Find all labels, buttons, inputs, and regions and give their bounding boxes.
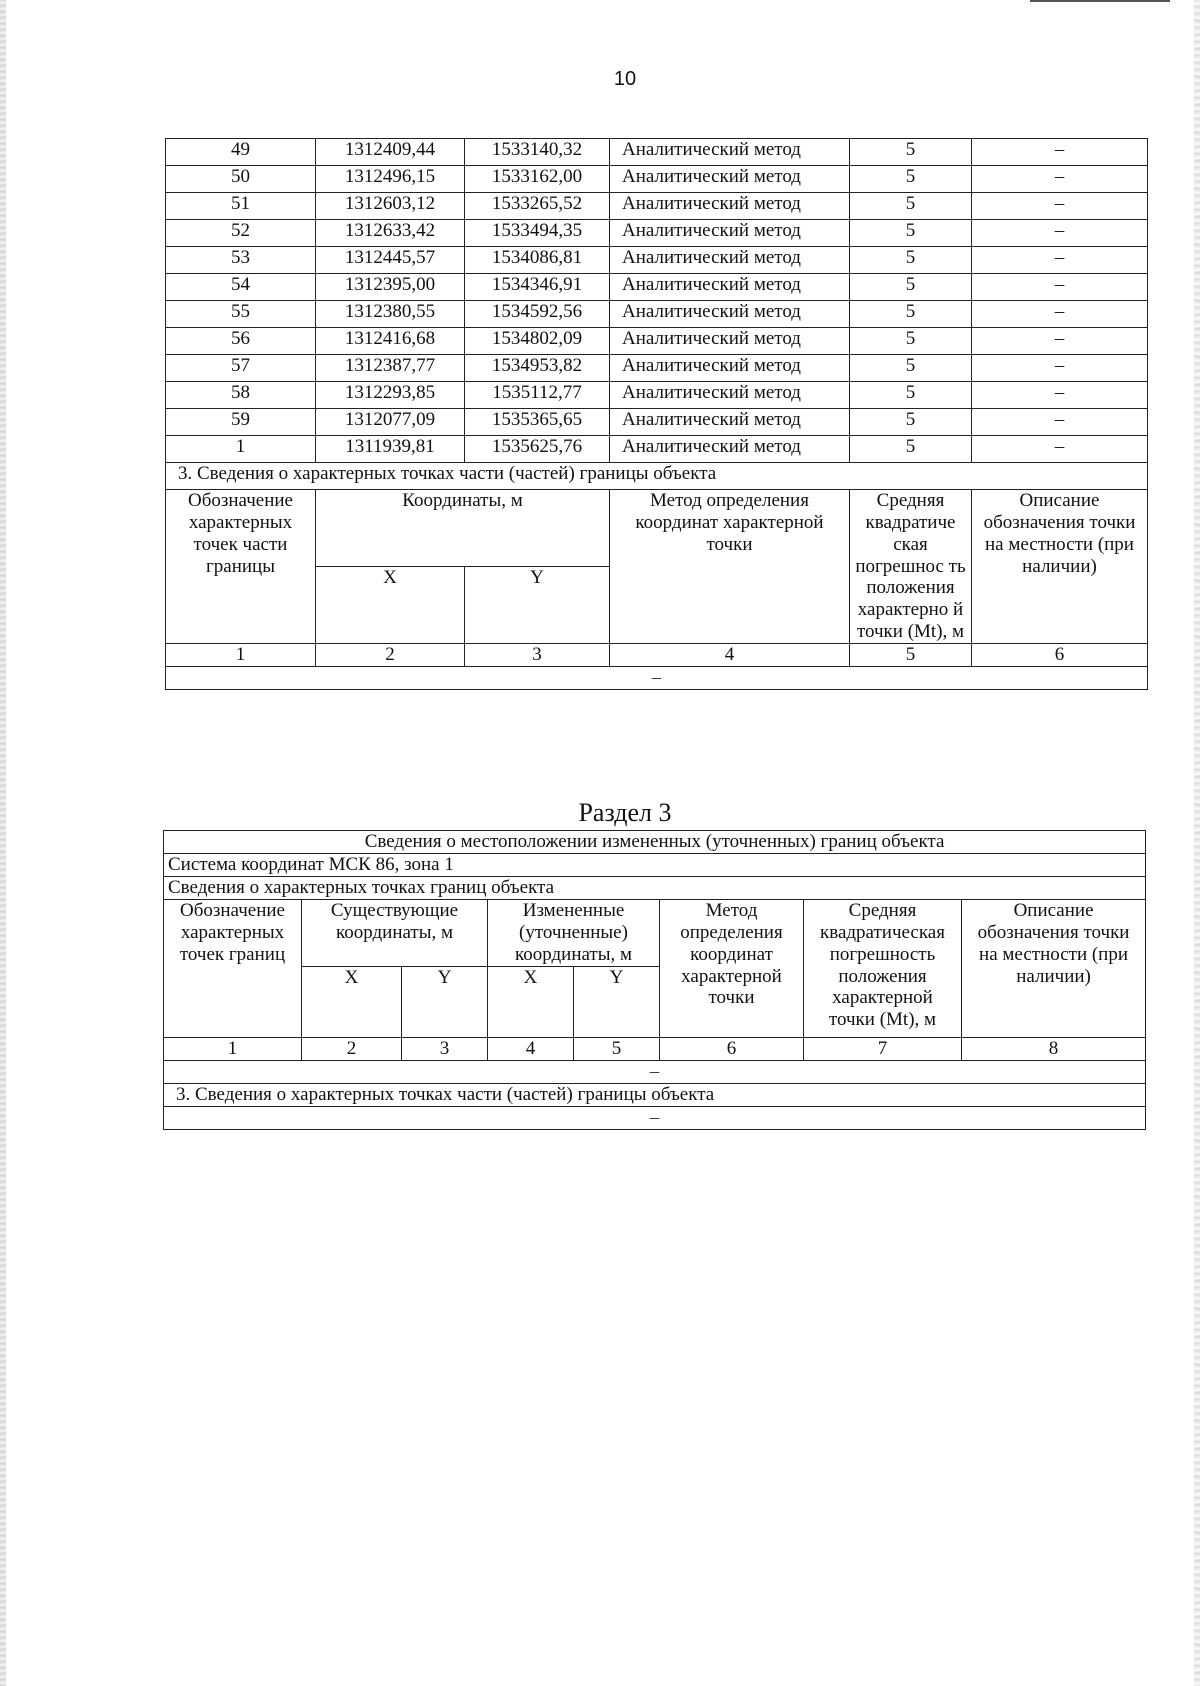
empty-marker: –: [166, 666, 1148, 689]
table-row: [166, 355, 1148, 382]
coord-x: 1311939,81: [316, 436, 465, 463]
header-existing: Существующие координаты, м: [302, 900, 488, 967]
header-y: Y: [465, 566, 610, 643]
desc-cell: –: [972, 301, 1148, 328]
section-title: Раздел 3: [578, 798, 672, 827]
mt-cell: 5: [850, 382, 972, 409]
header-y-existing: Y: [402, 966, 488, 1037]
subsection-title: 3. Сведения о характерных точках части (частей) границы объекта: [166, 463, 1148, 490]
points-title-row: [164, 877, 1146, 900]
column-number: 3: [465, 643, 610, 666]
desc-cell: –: [972, 247, 1148, 274]
coord-y: 1534592,56: [465, 301, 610, 328]
section3-column-number-row: [164, 1037, 1146, 1060]
table-row: [166, 247, 1148, 274]
point-number: 53: [166, 247, 316, 274]
desc-cell: –: [972, 355, 1148, 382]
subsection-title-row: [166, 463, 1148, 490]
scan-top-line: [1030, 0, 1170, 2]
table-row: [166, 328, 1148, 355]
coord-y: 1533140,32: [465, 139, 610, 166]
desc-cell: –: [972, 436, 1148, 463]
point-number: 50: [166, 166, 316, 193]
coord-y: 1533494,35: [465, 220, 610, 247]
coord-x: 1312380,55: [316, 301, 465, 328]
coord-x: 1312387,77: [316, 355, 465, 382]
coord-y: 1534086,81: [465, 247, 610, 274]
method-cell: Аналитический метод: [610, 193, 850, 220]
column-number: 4: [488, 1037, 574, 1060]
coord-system-row: [164, 854, 1146, 877]
column-number: 2: [302, 1037, 402, 1060]
column-number-row: [166, 643, 1148, 666]
coord-x: 1312496,15: [316, 166, 465, 193]
header-designation: Обозначение характерных точек части границы: [166, 490, 316, 644]
coordinates-table-body: [166, 139, 1148, 463]
coord-y: 1535365,65: [465, 409, 610, 436]
table-row: [166, 166, 1148, 193]
mt-cell: 5: [850, 436, 972, 463]
coord-y: 1534953,82: [465, 355, 610, 382]
scan-edge-right: [1194, 0, 1200, 1686]
point-number: 59: [166, 409, 316, 436]
empty-marker: –: [164, 1106, 1146, 1129]
points-title: Сведения о характерных точках границ объекта: [164, 877, 1146, 900]
header-mt: Средняя квадратическая погрешность положения характерной точки (Mt), м: [804, 900, 962, 1038]
column-number: 1: [164, 1037, 302, 1060]
table-row: [166, 274, 1148, 301]
method-cell: Аналитический метод: [610, 139, 850, 166]
method-cell: Аналитический метод: [610, 436, 850, 463]
point-number: 58: [166, 382, 316, 409]
desc-cell: –: [972, 274, 1148, 301]
column-number: 5: [850, 643, 972, 666]
page-number: 10: [613, 68, 637, 90]
coord-x: 1312416,68: [316, 328, 465, 355]
point-number: 57: [166, 355, 316, 382]
coord-x: 1312077,09: [316, 409, 465, 436]
method-cell: Аналитический метод: [610, 355, 850, 382]
column-number: 7: [804, 1037, 962, 1060]
mt-cell: 5: [850, 247, 972, 274]
desc-cell: –: [972, 193, 1148, 220]
coord-y: 1534346,91: [465, 274, 610, 301]
method-cell: Аналитический метод: [610, 274, 850, 301]
method-cell: Аналитический метод: [610, 382, 850, 409]
coord-x: 1312603,12: [316, 193, 465, 220]
mt-cell: 5: [850, 409, 972, 436]
empty-marker: –: [164, 1060, 1146, 1083]
header-y-changed: Y: [574, 966, 660, 1037]
header-method: Метод определения координат характерной точки: [610, 490, 850, 644]
table-header-row: [166, 490, 1148, 567]
mt-cell: 5: [850, 274, 972, 301]
mt-cell: 5: [850, 193, 972, 220]
mt-cell: 5: [850, 139, 972, 166]
section3-header-row: [164, 900, 1146, 967]
coord-x: 1312445,57: [316, 247, 465, 274]
header-mt: Средняя квадратиче ская погрешнос ть положения характерно й точки (Mt), м: [850, 490, 972, 644]
header-coords: Координаты, м: [316, 490, 610, 567]
desc-cell: –: [972, 220, 1148, 247]
table-row: [166, 220, 1148, 247]
coord-x: 1312293,85: [316, 382, 465, 409]
header-changed: Измененные (уточненные) координаты, м: [488, 900, 660, 967]
table-row: [166, 382, 1148, 409]
point-number: 54: [166, 274, 316, 301]
header-x-existing: X: [302, 966, 402, 1037]
coord-y: 1535625,76: [465, 436, 610, 463]
mt-cell: 5: [850, 355, 972, 382]
table-row: [166, 193, 1148, 220]
section3-empty-row-2: [164, 1106, 1146, 1129]
header-designation: Обозначение характерных точек границ: [164, 900, 302, 1038]
column-number: 1: [166, 643, 316, 666]
desc-cell: –: [972, 139, 1148, 166]
point-number: 55: [166, 301, 316, 328]
column-number: 3: [402, 1037, 488, 1060]
method-cell: Аналитический метод: [610, 409, 850, 436]
table-row: [166, 301, 1148, 328]
method-cell: Аналитический метод: [610, 301, 850, 328]
mt-cell: 5: [850, 166, 972, 193]
desc-cell: –: [972, 382, 1148, 409]
empty-row: [166, 666, 1148, 689]
section3-table-title: Сведения о местоположении измененных (уточненных) границ объекта: [164, 831, 1146, 854]
point-number: 49: [166, 139, 316, 166]
mt-cell: 5: [850, 220, 972, 247]
desc-cell: –: [972, 166, 1148, 193]
column-number: 4: [610, 643, 850, 666]
part-title: 3. Сведения о характерных точках части (частей) границы объекта: [164, 1083, 1146, 1106]
coord-system: Система координат МСК 86, зона 1: [164, 854, 1146, 877]
table-row: [166, 436, 1148, 463]
method-cell: Аналитический метод: [610, 220, 850, 247]
section3-empty-row: [164, 1060, 1146, 1083]
column-number: 6: [660, 1037, 804, 1060]
mt-cell: 5: [850, 301, 972, 328]
coord-y: 1533265,52: [465, 193, 610, 220]
coord-y: 1535112,77: [465, 382, 610, 409]
header-x: X: [316, 566, 465, 643]
desc-cell: –: [972, 409, 1148, 436]
mt-cell: 5: [850, 328, 972, 355]
point-number: 51: [166, 193, 316, 220]
part-title-row: [164, 1083, 1146, 1106]
coordinates-table: [165, 138, 1148, 690]
column-number: 2: [316, 643, 465, 666]
point-number: 52: [166, 220, 316, 247]
header-x-changed: X: [488, 966, 574, 1037]
coord-y: 1534802,09: [465, 328, 610, 355]
table-row: [166, 409, 1148, 436]
section3-table: [163, 830, 1146, 1130]
point-number: 56: [166, 328, 316, 355]
coord-x: 1312395,00: [316, 274, 465, 301]
column-number: 8: [962, 1037, 1146, 1060]
coord-x: 1312633,42: [316, 220, 465, 247]
column-number: 5: [574, 1037, 660, 1060]
table-row: [166, 139, 1148, 166]
desc-cell: –: [972, 328, 1148, 355]
header-desc: Описание обозначения точки на местности (при наличии): [962, 900, 1146, 1038]
section3-title-row: [164, 831, 1146, 854]
header-desc: Описание обозначения точки на местности (при наличии): [972, 490, 1148, 644]
method-cell: Аналитический метод: [610, 166, 850, 193]
scan-edge-left: [0, 0, 6, 1686]
point-number: 1: [166, 436, 316, 463]
method-cell: Аналитический метод: [610, 247, 850, 274]
column-number: 6: [972, 643, 1148, 666]
method-cell: Аналитический метод: [610, 328, 850, 355]
coord-x: 1312409,44: [316, 139, 465, 166]
coord-y: 1533162,00: [465, 166, 610, 193]
header-method: Метод определения координат характерной точки: [660, 900, 804, 1038]
